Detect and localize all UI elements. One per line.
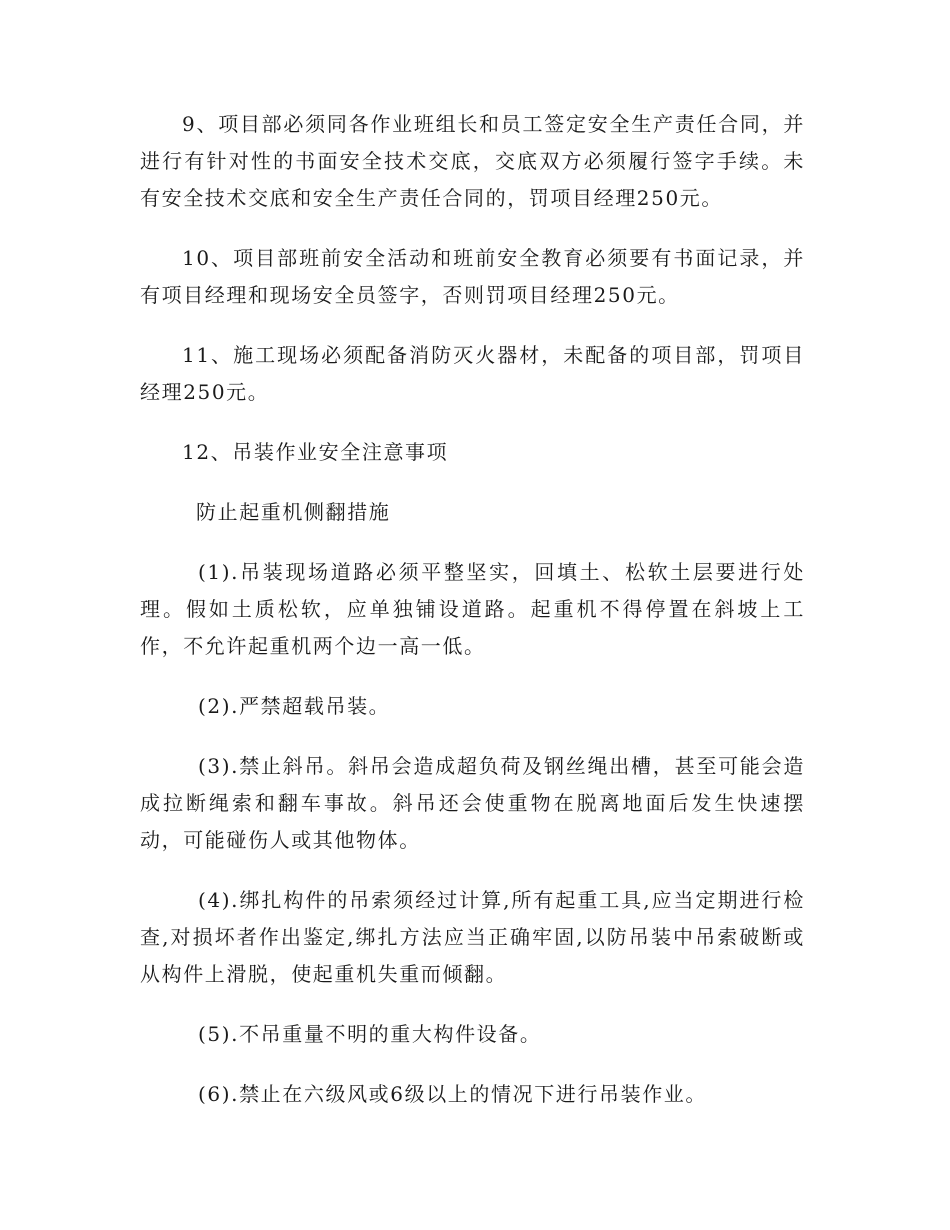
paragraph-item-9: 9、项目部必须同各作业班组长和员工签定安全生产责任合同，并进行有针对性的书面安全技术交底，交底双方必须履行签字手续。未有安全技术交底和安全生产责任合同的，罚项目经理250元。 — [140, 112, 805, 210]
paragraph-item-11: 11、施工现场必须配备消防灭火器材，未配备的项目部，罚项目经理250元。 — [140, 343, 805, 404]
section-heading-item-12: 12、吊装作业安全注意事项 — [182, 440, 449, 464]
measure-item-5: (5).不吊重量不明的重大构件设备。 — [198, 1022, 542, 1046]
measure-item-2: (2).严禁超载吊装。 — [198, 694, 391, 718]
measure-item-6: (6).禁止在六级风或6级以上的情况下进行吊装作业。 — [198, 1082, 708, 1106]
subsection-heading: 防止起重机侧翻措施 — [196, 500, 391, 524]
measure-item-4: (4).绑扎构件的吊索须经过计算,所有起重工具,应当定期进行检查,对损坏者作出鉴定,绑扎方法应当正确牢固,以防吊装中吊索破断或从构件上滑脱，使起重机失重而倾翻。 — [140, 888, 805, 986]
paragraph-item-10: 10、项目部班前安全活动和班前安全教育必须要有书面记录，并有项目经理和现场安全员签字，否则罚项目经理250元。 — [140, 246, 805, 307]
document-body — [140, 106, 805, 1136]
measure-item-1: (1).吊装现场道路必须平整坚实，回填土、松软土层要进行处理。假如土质松软，应单独铺设道路。起重机不得停置在斜坡上工作，不允许起重机两个边一高一低。 — [140, 560, 805, 658]
measure-item-3: (3).禁止斜吊。斜吊会造成超负荷及钢丝绳出槽，甚至可能会造成拉断绳索和翻车事故。斜吊还会使重物在脱离地面后发生快速摆动，可能碰伤人或其他物体。 — [140, 754, 805, 852]
